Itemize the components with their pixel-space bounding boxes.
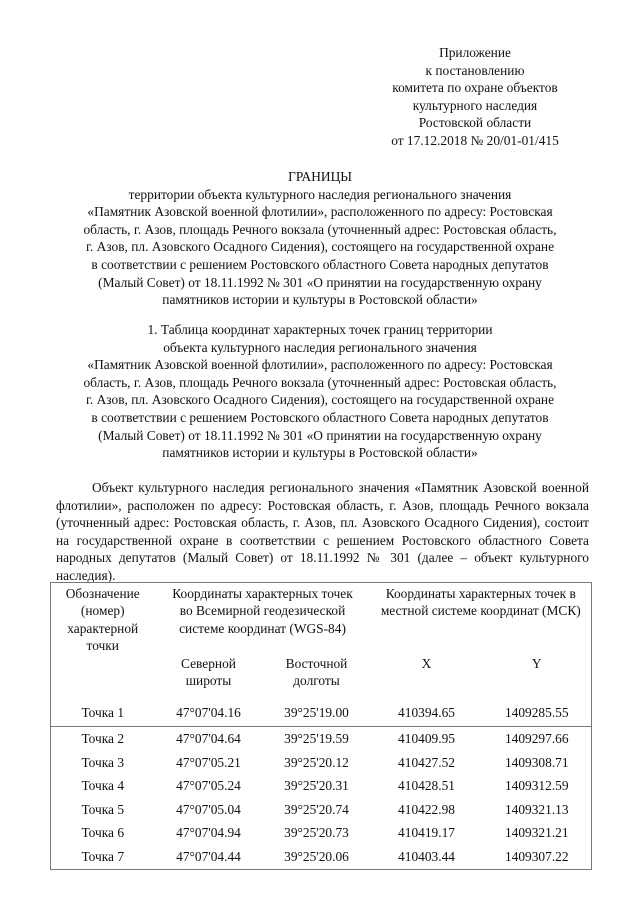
title-line: памятников истории и культуры в Ростовской области» — [162, 292, 478, 308]
cell-north: 47°07'05.21 — [176, 754, 241, 770]
cell-north: 47°07'04.64 — [176, 731, 241, 746]
section-line: (Малый Совет) от 18.11.1992 № 301 «О принятии на государственную охрану — [98, 427, 542, 443]
section-line: «Памятник Азовской военной флотилии», расположенного по адресу: Ростовская — [87, 357, 553, 373]
cell-north: 47°07'04.16 — [155, 699, 263, 727]
cell-y: 1409307.22 — [504, 848, 569, 864]
cell-point: Точка 5 — [81, 801, 125, 817]
appendix-line: Ростовской области — [418, 115, 532, 131]
table-row — [51, 699, 592, 727]
title-line: территории объекта культурного наследия регионального значения — [128, 186, 512, 202]
section-line: объекта культурного наследия регионального значения — [163, 339, 477, 355]
subheader-y: Y — [531, 656, 542, 671]
section-line: 1. Таблица координат характерных точек границ территории — [147, 322, 493, 337]
cell-x: 410422.98 — [398, 801, 455, 817]
title-line: г. Азов, пл. Азовского Осадного Сидения), состоящего на государственной охране — [85, 239, 555, 255]
coordinates-table — [50, 582, 592, 870]
appendix-block — [360, 44, 590, 150]
body-paragraph: Объект культурного наследия регионального значения «Памятник Азовской военной флотилии», расположен по адресу: Ростовская область, г. Азов, площадь Речного вокзала (уточненный адрес: Ростовская область, г. Азов, пл. Азовского Осадного Сидения), состоит на государственной охране в соответствии с решением Ростовского областного Совета народных депутатов (Малый Совет) от 18.11.1992 № 301 (далее – объект культурного наследия). — [56, 480, 589, 583]
cell-y: 1409321.21 — [504, 825, 569, 841]
header-designation: Обозначение (номер) характерной точки — [65, 586, 140, 654]
cell-east: 39°25'20.31 — [284, 778, 349, 794]
cell-y: 1409297.66 — [504, 731, 569, 746]
cell-north: 47°07'05.24 — [176, 778, 241, 794]
table-row — [51, 821, 592, 845]
cell-point: Точка 3 — [81, 754, 125, 770]
cell-x: 410394.65 — [371, 699, 483, 727]
cell-north: 47°07'04.44 — [176, 848, 241, 864]
cell-y: 1409312.59 — [504, 778, 569, 794]
cell-east: 39°25'20.12 — [284, 754, 349, 770]
cell-north: 47°07'04.94 — [176, 825, 241, 841]
cell-east: 39°25'20.06 — [284, 848, 349, 864]
cell-x: 410428.51 — [398, 778, 455, 794]
subheader-east: Восточной долготы — [285, 656, 348, 689]
cell-point: Точка 1 — [51, 699, 155, 727]
cell-east: 39°25'20.73 — [284, 825, 349, 841]
cell-point: Точка 7 — [81, 848, 125, 864]
cell-east: 39°25'19.00 — [263, 699, 371, 727]
section-line: г. Азов, пл. Азовского Осадного Сидения), состоящего на государственной охране — [85, 392, 555, 408]
appendix-line: Приложение — [439, 45, 511, 60]
cell-x: 410403.44 — [398, 848, 455, 864]
cell-y: 1409285.55 — [483, 699, 592, 727]
title-line: «Памятник Азовской военной флотилии», расположенного по адресу: Ростовская — [87, 204, 553, 220]
cell-y: 1409308.71 — [504, 754, 569, 770]
subheader-x: X — [421, 656, 432, 671]
cell-point: Точка 6 — [81, 825, 125, 841]
table-row — [51, 798, 592, 822]
section-line: область, г. Азов, площадь Речного вокзала (уточненный адрес: Ростовская область, — [83, 374, 557, 390]
table-row — [51, 727, 592, 751]
cell-north: 47°07'05.04 — [176, 801, 241, 817]
cell-point: Точка 4 — [81, 778, 125, 794]
section-heading — [50, 321, 590, 462]
coordinates-table-wrap — [50, 582, 591, 870]
table-row — [51, 774, 592, 798]
appendix-line: культурного наследия — [412, 97, 538, 113]
appendix-line: комитета по охране объектов — [392, 80, 558, 96]
title-line: в соответствии с решением Ростовского областного Совета народных депутатов — [91, 256, 549, 272]
cell-x: 410419.17 — [398, 825, 455, 841]
cell-point: Точка 2 — [81, 731, 125, 746]
table-row — [51, 751, 592, 775]
cell-east: 39°25'20.74 — [284, 801, 349, 817]
appendix-date-line: от 17.12.2018 № 20/01-01/415 — [391, 132, 559, 148]
document-title — [50, 168, 590, 309]
appendix-line: к постановлению — [425, 62, 525, 78]
header-msk: Координаты характерных точек в местной системе координат (МСК) — [380, 586, 581, 619]
cell-x: 410409.95 — [398, 731, 455, 746]
subheader-north: Северной широты — [181, 656, 236, 689]
cell-y: 1409321.13 — [504, 801, 569, 817]
cell-east: 39°25'19.59 — [284, 731, 349, 746]
section-line: в соответствии с решением Ростовского областного Совета народных депутатов — [91, 409, 549, 425]
table-row — [51, 845, 592, 869]
cell-x: 410427.52 — [398, 754, 455, 770]
title-line: область, г. Азов, площадь Речного вокзала (уточненный адрес: Ростовская область, — [83, 221, 557, 237]
header-wgs: Координаты характерных точек во Всемирной геодезической системе координат (WGS-84) — [172, 586, 353, 636]
title-heading: ГРАНИЦЫ — [288, 169, 352, 184]
title-line: (Малый Совет) от 18.11.1992 № 301 «О принятии на государственную охрану — [98, 274, 542, 290]
section-line: памятников истории и культуры в Ростовской области» — [162, 445, 478, 461]
